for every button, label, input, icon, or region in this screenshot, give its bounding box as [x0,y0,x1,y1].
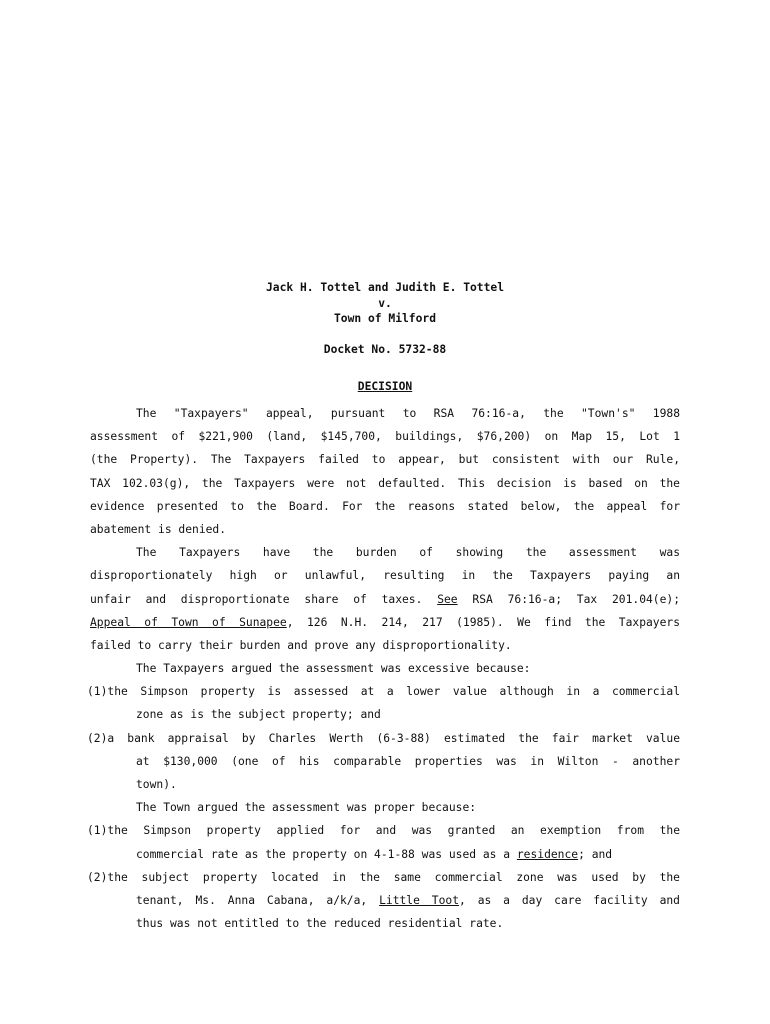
text-line: (2)a bank appraisal by Charles Werth (6-3-88) estimated the fair market value [87,731,680,745]
text-line: assessment of $221,900 (land, $145,700, buildings, $76,200) on Map 15, Lot 1 [90,430,680,444]
text-line: town). [136,778,177,791]
caption-respondent: Town of Milford [333,312,437,325]
text-line: (2)the subject property located in the same commercial zone was used by the [87,870,680,884]
text-line: The "Taxpayers" appeal, pursuant to RSA 76:16-a, the "Town's" 1988 [136,407,680,420]
underlined-citation: Little Toot [379,893,459,907]
caption-parties: Jack H. Tottel and Judith E. Tottel [265,281,505,294]
text-span: tenant, Ms. Anna Cabana, a/k/a, [136,893,380,907]
text-span: RSA 76:16-a; Tax 201.04(e); [457,592,681,606]
decision-heading: DECISION [357,380,413,393]
caption-versus: v. [378,296,392,310]
text-line: evidence presented to the Board. For the reasons stated below, the appeal for [90,499,680,513]
text-span: unfair and disproportionate share of taxes. [90,592,438,606]
text-span: commercial rate as the property on 4-1-88 was used as a [136,847,517,861]
decision-body [87,402,681,935]
text-line: disproportionately high or unlawful, resulting in the Taxpayers paying an [90,569,680,583]
text-line [90,611,680,634]
text-line: zone as is the subject property; and [136,708,381,722]
underlined-citation: See [437,592,458,606]
docket-number: Docket No. 5732-88 [323,343,447,356]
text-line: abatement is denied. [90,522,227,536]
text-line: at $130,000 (one of his comparable properties was in Wilton - another [136,754,680,768]
text-line: The Taxpayers have the burden of showing the assessment was [136,546,680,560]
text-line [90,843,680,866]
text-line: failed to carry their burden and prove any disproportionality. [90,638,512,652]
text-line [90,588,680,611]
underlined-citation: Appeal of Town of Sunapee [90,615,287,629]
text-line: (1)the Simpson property applied for and was granted an exemption from the [87,824,680,838]
case-caption [0,280,770,327]
text-line: (the Property). The Taxpayers failed to appear, but consistent with our Rule, [90,453,680,467]
text-line: The Town argued the assessment was proper because: [136,801,477,815]
text-span: ; and [578,847,613,861]
underlined-citation: residence [516,847,579,861]
text-line: The Taxpayers argued the assessment was excessive because: [136,662,531,676]
text-span: , 126 N.H. 214, 217 (1985). We find the Taxpayers [286,615,680,629]
text-line: TAX 102.03(g), the Taxpayers were not defaulted. This decision is based on the [90,476,680,490]
text-span: , as a day care facility and [459,893,680,907]
text-line: thus was not entitled to the reduced residential rate. [136,917,504,931]
text-line: (1)the Simpson property is assessed at a lower value although in a commercial [87,685,680,699]
text-line [90,889,680,912]
